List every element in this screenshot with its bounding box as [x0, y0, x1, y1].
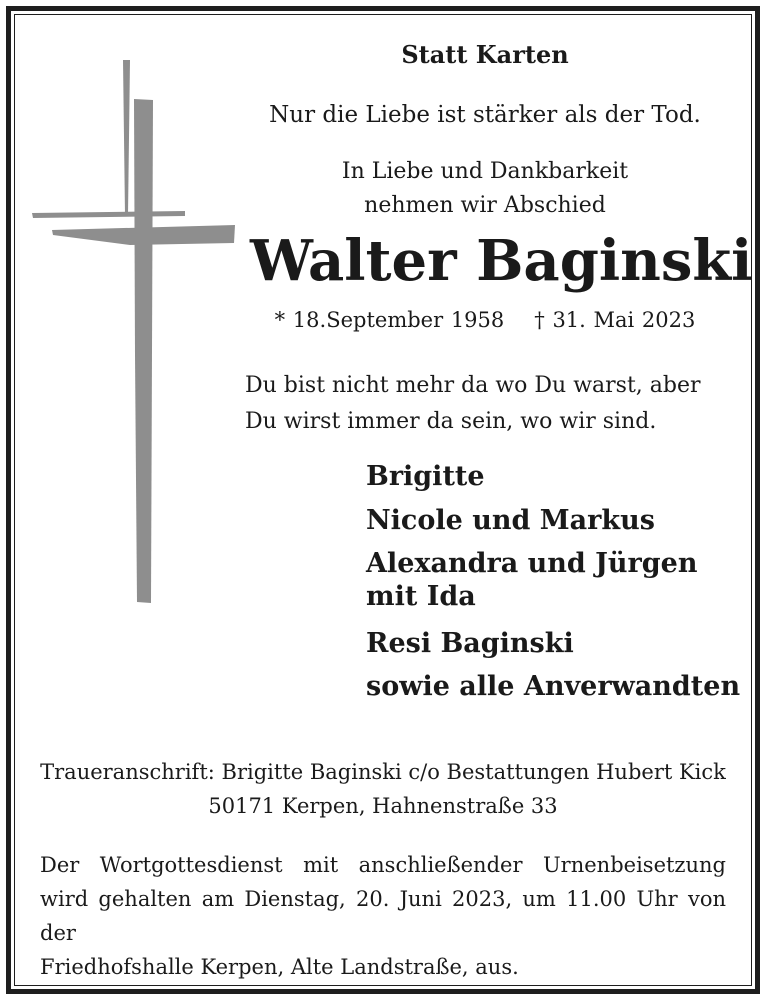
intro-line-2: nehmen wir Abschied — [364, 193, 606, 218]
address-line-2: 50171 Kerpen, Hahnenstraße 33 — [208, 794, 558, 818]
service-line-3: Friedhofshalle Kerpen, Alte Landstraße, aus. — [40, 955, 519, 979]
life-dates — [250, 308, 720, 332]
death-date: † 31. Mai 2023 — [534, 308, 696, 332]
intro-line-1: In Liebe und Dankbarkeit — [341, 159, 629, 184]
family-line-1: Brigitte — [366, 461, 485, 492]
motto: Nur die Liebe ist stärker als der Tod. — [269, 102, 701, 128]
cross-icon — [30, 55, 240, 615]
cross-main-horizontal-beam — [52, 225, 235, 245]
service-notice — [40, 848, 726, 984]
cross-thin-horizontal-stroke — [32, 211, 185, 218]
service-line-1: Der Wortgottesdienst mit anschließender Urnenbeisetzung — [40, 853, 726, 877]
birth-date: * 18.September 1958 — [274, 308, 505, 332]
verse — [245, 368, 705, 440]
service-line-2: wird gehalten am Dienstag, 20. Juni 2023, um 11.00 Uhr von der — [40, 887, 726, 945]
mourning-address — [30, 755, 736, 823]
family-line-5: Resi Baginski — [366, 627, 574, 659]
family-line-4: mit Ida — [366, 580, 476, 612]
intro-text — [250, 155, 720, 223]
header-title: Statt Karten — [401, 40, 569, 69]
address-line-1: Traueranschrift: Brigitte Baginski c/o Bestattungen Hubert Kick — [40, 760, 726, 784]
family-signatures — [366, 455, 740, 709]
family-line-3: Alexandra und Jürgen — [366, 548, 698, 579]
verse-line-1: Du bist nicht mehr da wo Du warst, aber — [245, 373, 701, 398]
verse-line-2: Du wirst immer da sein, wo wir sind. — [245, 409, 657, 434]
cross-main-vertical-beam — [134, 99, 153, 603]
family-line-2: Nicole und Markus — [366, 504, 655, 536]
deceased-name: Walter Baginski — [250, 228, 753, 294]
family-line-6: sowie alle Anverwandten — [366, 671, 741, 702]
cross-thin-vertical-stroke — [123, 60, 130, 215]
